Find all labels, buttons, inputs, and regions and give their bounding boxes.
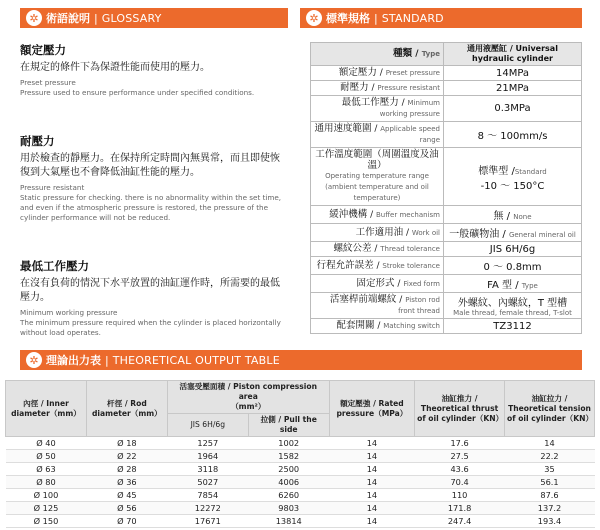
table-cell: 1002 xyxy=(248,437,329,450)
col-rated-pressure: 額定壓強 / Rated pressure（MPa） xyxy=(329,381,414,437)
term-title: 最低工作壓力 xyxy=(20,259,89,273)
table-cell: Ø 100 xyxy=(6,489,87,502)
col-jis: JIS 6H/6g xyxy=(167,414,248,437)
spec-row: 工作適用油 / Work oil 一般礦物油 / General mineral oil xyxy=(311,224,582,242)
col-tension: 油缸拉力 / Theoretical tension of oil cylinder（KN） xyxy=(505,381,595,437)
table-cell: Ø 45 xyxy=(86,489,167,502)
table-cell: 1582 xyxy=(248,450,329,463)
spec-banner: ✲ 標準規格 | STANDARD xyxy=(300,8,582,28)
gear-icon: ✲ xyxy=(306,10,322,26)
table-cell: Ø 28 xyxy=(86,463,167,476)
table-cell: Ø 18 xyxy=(86,437,167,450)
spec-value: 通用液壓缸 / Universal hydraulic cylinder xyxy=(444,43,582,66)
table-cell: Ø 63 xyxy=(6,463,87,476)
table-cell: 137.2 xyxy=(505,502,595,515)
glossary-term xyxy=(20,42,282,98)
gear-icon: ✲ xyxy=(26,10,42,26)
table-cell: Ø 50 xyxy=(6,450,87,463)
spec-row: 額定壓力 / Preset pressure 14MPa xyxy=(311,66,582,81)
output-banner: ✲ 理論出力表 | THEORETICAL OUTPUT TABLE xyxy=(20,350,582,370)
table-cell: 14 xyxy=(329,450,414,463)
glossary-term xyxy=(20,133,282,223)
term-en: The minimum pressure required when the cylinder is placed horizontally without load operates. xyxy=(20,318,281,337)
term-title: 額定壓力 xyxy=(20,43,66,57)
table-cell: 14 xyxy=(329,515,414,528)
table-cell: 27.5 xyxy=(415,450,505,463)
output-banner-zh: 理論出力表 xyxy=(46,354,101,367)
term-zh: 在規定的條件下為保證性能而使用的壓力。 xyxy=(20,62,210,73)
spec-row: 螺紋公差 / Thread tolerance JIS 6H/6g xyxy=(311,242,582,257)
col-piston-area: 活塞受壓面積 / Piston compression area （mm²） xyxy=(167,381,329,414)
spec-row: 緩沖機構 / Buffer mechanism 無 / None xyxy=(311,206,582,224)
col-rod-diameter: 杆徑 / Rod diameter（mm） xyxy=(86,381,167,437)
table-row xyxy=(6,489,595,502)
table-cell: 2500 xyxy=(248,463,329,476)
table-cell: 56.1 xyxy=(505,476,595,489)
term-zh: 在沒有負荷的情況下水平放置的油缸運作時，所需要的最低壓力。 xyxy=(20,278,280,303)
spec-row: 配套開關 / Matching switch TZ3112 xyxy=(311,319,582,334)
table-cell: 171.8 xyxy=(415,502,505,515)
table-cell: 22.2 xyxy=(505,450,595,463)
col-inner-diameter: 內徑 / Inner diameter（mm） xyxy=(6,381,87,437)
table-cell: 17671 xyxy=(167,515,248,528)
term-en-title: Minimum working pressure xyxy=(20,308,118,317)
table-cell: 14 xyxy=(329,463,414,476)
table-cell: 14 xyxy=(329,502,414,515)
table-cell: 6260 xyxy=(248,489,329,502)
table-row xyxy=(6,437,595,450)
table-cell: 14 xyxy=(329,476,414,489)
table-row xyxy=(6,515,595,528)
table-cell: 14 xyxy=(329,437,414,450)
table-cell: Ø 125 xyxy=(6,502,87,515)
term-en-title: Pressure resistant xyxy=(20,183,85,192)
table-cell: 1257 xyxy=(167,437,248,450)
spec-banner-en: STANDARD xyxy=(381,11,444,25)
output-table xyxy=(5,380,595,528)
table-cell: 13814 xyxy=(248,515,329,528)
table-cell: Ø 36 xyxy=(86,476,167,489)
table-cell: 9803 xyxy=(248,502,329,515)
table-row xyxy=(6,450,595,463)
table-row xyxy=(6,502,595,515)
table-cell: Ø 22 xyxy=(86,450,167,463)
term-title: 耐壓力 xyxy=(20,134,55,148)
term-zh: 用於檢查的靜壓力。在保持所定時間內無異常，而且即使恢復到大氣壓也不會降低油缸性能的壓力。 xyxy=(20,153,280,178)
spec-row: 通用速度範圍 / Applicable speed range 8 ～ 100mm/s xyxy=(311,122,582,148)
table-cell: 3118 xyxy=(167,463,248,476)
glossary-banner: ✲ 術語說明 | GLOSSARY xyxy=(20,8,288,28)
spec-row: 固定形式 / Fixed form FA 型 / Type xyxy=(311,275,582,293)
table-cell: 5027 xyxy=(167,476,248,489)
table-cell: Ø 70 xyxy=(86,515,167,528)
table-cell: 14 xyxy=(505,437,595,450)
table-cell: 4006 xyxy=(248,476,329,489)
table-cell: Ø 56 xyxy=(86,502,167,515)
table-cell: Ø 40 xyxy=(6,437,87,450)
term-en-title: Preset pressure xyxy=(20,78,76,87)
glossary-banner-zh: 術語說明 xyxy=(46,12,90,25)
glossary-term xyxy=(20,258,282,338)
spec-banner-zh: 標準規格 xyxy=(326,12,370,25)
table-cell: 1964 xyxy=(167,450,248,463)
spec-table xyxy=(310,42,582,334)
col-pull-side: 拉側 / Pull the side xyxy=(248,414,329,437)
glossary-banner-en: GLOSSARY xyxy=(101,11,162,25)
output-banner-en: THEORETICAL OUTPUT TABLE xyxy=(112,353,280,367)
term-en: Static pressure for checking. there is no abnormality within the set time, and even if the atmospheric pressure is restored, the pressure of the cylinder performance will not be reduced. xyxy=(20,193,282,222)
spec-key: 種類 / Type xyxy=(311,43,444,66)
spec-row: 工作溫度範圍（周圍溫度及油溫） Operating temperature range (ambient temperature and oil temperature) 標準型 /Standard -10 ～ 150°C xyxy=(311,148,582,206)
table-cell: 87.6 xyxy=(505,489,595,502)
table-cell: 43.6 xyxy=(415,463,505,476)
gear-icon: ✲ xyxy=(26,352,42,368)
table-cell: 17.6 xyxy=(415,437,505,450)
table-cell: 14 xyxy=(329,489,414,502)
table-row xyxy=(6,463,595,476)
table-cell: 12272 xyxy=(167,502,248,515)
table-cell: Ø 80 xyxy=(6,476,87,489)
spec-row: 活塞桿前端螺紋 / Piston rod front thread 外螺紋、內螺紋，T 型槽 Male thread, female thread, T-slot xyxy=(311,293,582,319)
spec-header-row xyxy=(311,43,582,66)
spec-row: 行程允許誤差 / Stroke tolerance 0 ～ 0.8mm xyxy=(311,257,582,275)
table-cell: 110 xyxy=(415,489,505,502)
col-thrust: 油缸推力 / Theoretical thrust of oil cylinder（KN） xyxy=(415,381,505,437)
table-row xyxy=(6,476,595,489)
table-cell: 70.4 xyxy=(415,476,505,489)
spec-row: 耐壓力 / Pressure resistant 21MPa xyxy=(311,81,582,96)
table-cell: 193.4 xyxy=(505,515,595,528)
term-en: Pressure used to ensure performance under specified conditions. xyxy=(20,88,255,97)
table-cell: 35 xyxy=(505,463,595,476)
output-table-body xyxy=(6,437,595,528)
spec-row: 最低工作壓力 / Minimum working pressure 0.3MPa xyxy=(311,96,582,122)
table-cell: 247.4 xyxy=(415,515,505,528)
table-cell: 7854 xyxy=(167,489,248,502)
glossary xyxy=(20,42,282,373)
table-cell: Ø 150 xyxy=(6,515,87,528)
